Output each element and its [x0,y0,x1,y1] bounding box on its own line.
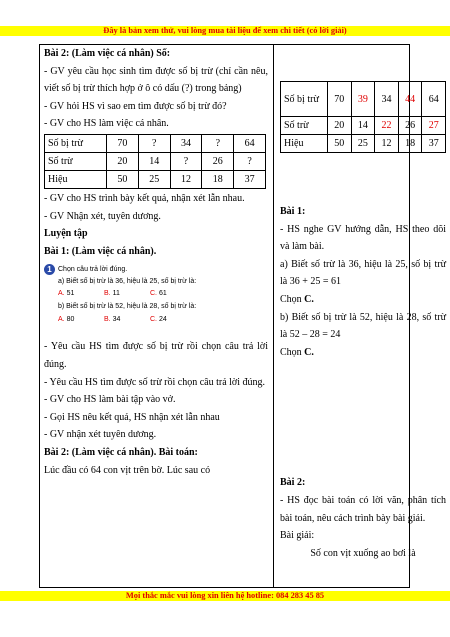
section-title: Luyện tập [44,228,88,240]
preview-notice-text: Đây là bản xem thử, vui lòng mua tài liệu để xem chi tiết (có lời giải) [103,26,347,35]
table-cell: ? [234,152,266,170]
table-cell: ? [170,152,202,170]
row-label: Số trừ [45,152,107,170]
option: C. 61 [150,290,167,298]
ex2-problem-title: Bài 2: (Làm việc cá nhân). Bài toán: [44,446,198,458]
exercise-number-badge: 1 [44,264,55,275]
exercise-question-a: a) Biết số bị trừ là 36, hiệu là 25, số bị trừ là: [58,278,197,286]
row-label: Số bị trừ [45,134,107,152]
instruction: - GV nhận xét tuyên dương. [44,429,157,441]
instruction: - GV hỏi HS vì sao em tìm được số bị trừ đó? [44,100,227,112]
table-cell: 39 [351,82,375,117]
option: A. 80 [58,316,75,324]
table-cell: 50 [107,170,139,188]
answer-text: b) Biết số bị trừ là 52, hiệu là 28, số trừ là 52 – 28 = 24 [280,311,446,341]
answer-text: - HS đọc bài toán có lời văn, phân tích bài toán, nêu cách trình bày bài giải. [280,494,446,524]
instruction: - GV cho HS trình bày kết quả, nhận xét lẫn nhau. [44,192,245,204]
table-cell: 64 [422,82,446,117]
option: C. 24 [150,316,167,324]
table-cell: 37 [234,170,266,188]
table-cell: 70 [107,134,139,152]
instruction: - Yêu cầu HS tìm được số trừ rồi chọn câu trả lời đúng. [44,376,265,388]
table-cell: 25 [351,135,375,153]
student-column [280,81,446,562]
option: A. 51 [58,290,75,298]
instruction: - GV cho HS làm bài tập vào vở. [44,394,176,406]
table-cell: 70 [328,82,352,117]
answer-choice: Chọn C. [280,346,314,358]
answer-text: Bài giải: [280,530,315,542]
option: B. 11 [104,290,120,298]
subtraction-table [44,134,266,189]
option: B. 34 [104,316,121,324]
table-cell: 26 [398,117,422,135]
preview-notice [0,26,450,36]
table-cell: 12 [170,170,202,188]
table-cell: 34 [375,82,399,117]
table-cell: 22 [375,117,399,135]
table-row [45,134,266,152]
table-cell: 34 [170,134,202,152]
column-divider [273,45,274,587]
table-row [45,170,266,188]
answer-ex1-title: Bài 1: [280,206,306,217]
table-cell: 26 [202,152,234,170]
lesson-table [39,44,446,588]
teacher-column [44,45,268,479]
hotline-notice-text: Mọi thắc mắc vui lòng xin liên hệ hotline: 084 283 45 85 [125,591,325,600]
table-cell: 18 [202,170,234,188]
table-cell: 20 [107,152,139,170]
table-cell: 50 [328,135,352,153]
table-cell: ? [138,134,170,152]
table-cell: 37 [422,135,446,153]
exercise-image [44,264,268,334]
exercise-question-b: b) Biết số bị trừ là 52, hiệu là 28, số bị trừ là: [58,303,197,311]
table-cell: 25 [138,170,170,188]
exercise-prompt: Chọn câu trả lời đúng. [58,266,128,274]
answer-choice: Chọn C. [280,293,314,305]
instruction: - Gọi HS nêu kết quả, HS nhận xét lẫn nhau [44,411,220,423]
answer-text: a) Biết số trừ là 36, hiệu là 25, số bị trừ là 36 + 25 = 61 [280,258,446,288]
instruction: - GV yêu cầu học sinh tìm được số bị trừ (chỉ cần nêu, viết số bị trừ thích hợp ở ô có dấu (?) trong bảng) [44,65,268,95]
ex2-title: Bài 2: (Làm việc cá nhân) Số: [44,48,171,59]
row-label: Hiệu [281,135,328,153]
answer-text: - HS nghe GV hướng dẫn, HS theo dõi và làm bài. [280,223,446,253]
table-cell: 20 [328,117,352,135]
table-cell: 27 [422,117,446,135]
row-label: Số bị trừ [281,82,328,117]
table-row [281,117,446,135]
table-cell: 14 [138,152,170,170]
problem-text: Lúc đầu có 64 con vịt trên bờ. Lúc sau có [44,464,211,476]
table-cell: 18 [398,135,422,153]
row-label: Hiệu [45,170,107,188]
table-cell: ? [202,134,234,152]
table-cell: 64 [234,134,266,152]
instruction: - GV cho HS làm việc cá nhân. [44,118,169,130]
table-row [281,82,446,117]
answer-text: Số con vịt xuống ao bơi là [310,547,416,559]
table-cell: 14 [351,117,375,135]
hotline-notice [0,591,450,601]
answer-table [280,81,446,153]
table-row [281,135,446,153]
table-cell: 12 [375,135,399,153]
table-row [45,152,266,170]
ex1-title: Bài 1: (Làm việc cá nhân). [44,245,157,257]
instruction: - GV Nhận xét, tuyên dương. [44,210,161,222]
row-label: Số trừ [281,117,328,135]
answer-ex2-title: Bài 2: [280,477,306,489]
instruction: - Yêu cầu HS tìm được số bị trừ rồi chọn câu trả lời đúng. [44,341,268,370]
table-cell: 44 [398,82,422,117]
